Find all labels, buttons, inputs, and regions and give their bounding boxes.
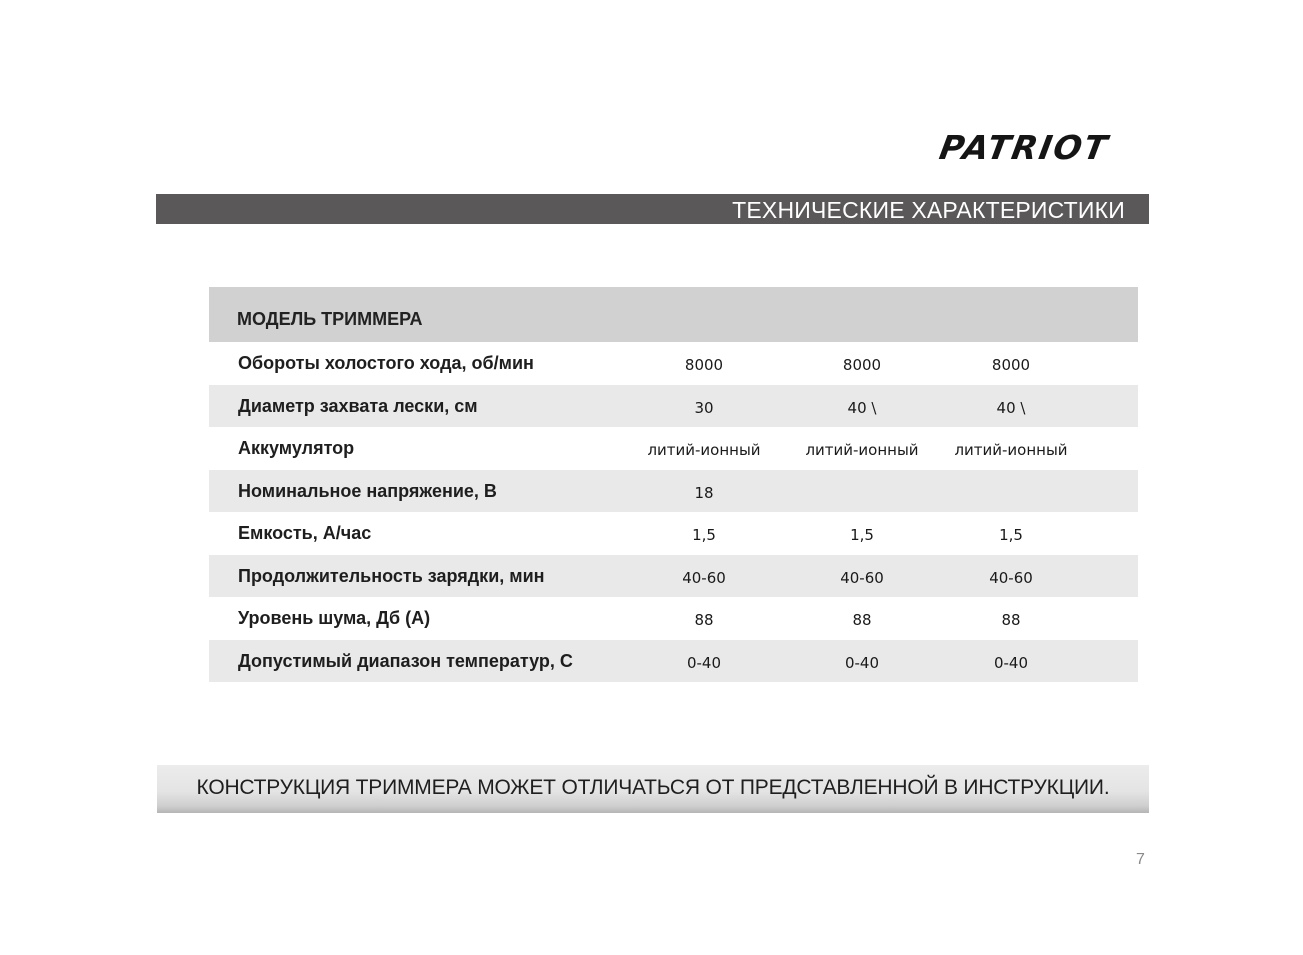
row-param: Уровень шума, Дб (А) bbox=[238, 608, 431, 628]
table-row bbox=[209, 427, 1138, 470]
row-param: Продолжительность зарядки, мин bbox=[238, 565, 545, 586]
row-param: Аккумулятор bbox=[238, 438, 355, 458]
row-param: Диаметр захвата лески, см bbox=[238, 395, 478, 416]
table-row bbox=[209, 342, 1138, 385]
row-value: 88 bbox=[1001, 611, 1021, 629]
row-value: 40-60 bbox=[989, 568, 1033, 587]
disclaimer-text: КОНСТРУКЦИЯ ТРИММЕРА МОЖЕТ ОТЛИЧАТЬСЯ ОТ ПРЕДСТАВЛЕННОЙ В ИНСТРУКЦИИ. bbox=[196, 776, 1110, 799]
row-value: 1,5 bbox=[692, 526, 716, 544]
row-value: 40 \ bbox=[847, 398, 877, 417]
row-value: литий-ионный bbox=[954, 441, 1068, 459]
row-value: 8000 bbox=[991, 356, 1031, 374]
row-param: Допустимый диапазон температур, С bbox=[238, 650, 573, 671]
spec-table bbox=[209, 287, 1138, 682]
section-title: ТЕХНИЧЕСКИЕ ХАРАКТЕРИСТИКИ bbox=[732, 197, 1125, 223]
row-value: 40-60 bbox=[840, 568, 884, 587]
table-row bbox=[209, 640, 1138, 683]
row-value: 40-60 bbox=[682, 568, 726, 587]
row-value: 0-40 bbox=[993, 653, 1029, 672]
row-value: литий-ионный bbox=[647, 441, 761, 459]
row-value: 18 bbox=[694, 483, 714, 502]
row-value: 1,5 bbox=[850, 526, 874, 544]
row-value: 8000 bbox=[842, 356, 882, 374]
table-row bbox=[209, 555, 1138, 598]
row-value: 88 bbox=[852, 611, 872, 629]
table-row bbox=[209, 385, 1138, 428]
section-header-bar bbox=[156, 194, 1149, 224]
model-label: МОДЕЛЬ ТРИММЕРА bbox=[237, 309, 423, 329]
disclaimer-bar bbox=[157, 765, 1149, 813]
row-param: Емкость, А/час bbox=[238, 523, 372, 543]
row-value: 40 \ bbox=[996, 398, 1026, 417]
row-value: 8000 bbox=[684, 356, 724, 374]
row-param: Номинальное напряжение, В bbox=[238, 480, 497, 501]
row-value: 30 bbox=[694, 398, 714, 417]
row-value: 0-40 bbox=[844, 653, 880, 672]
table-row bbox=[209, 597, 1138, 640]
row-param: Обороты холостого хода, об/мин bbox=[238, 353, 534, 373]
row-value: 1,5 bbox=[999, 526, 1023, 544]
page-number: 7 bbox=[1136, 851, 1145, 868]
row-value: 0-40 bbox=[686, 653, 722, 672]
row-value: 88 bbox=[694, 611, 714, 629]
patriot-logo: PATRIOT bbox=[936, 128, 1112, 167]
table-row bbox=[209, 470, 1138, 513]
table-header bbox=[209, 287, 1138, 342]
row-value: литий-ионный bbox=[805, 441, 919, 459]
table-row bbox=[209, 512, 1138, 555]
